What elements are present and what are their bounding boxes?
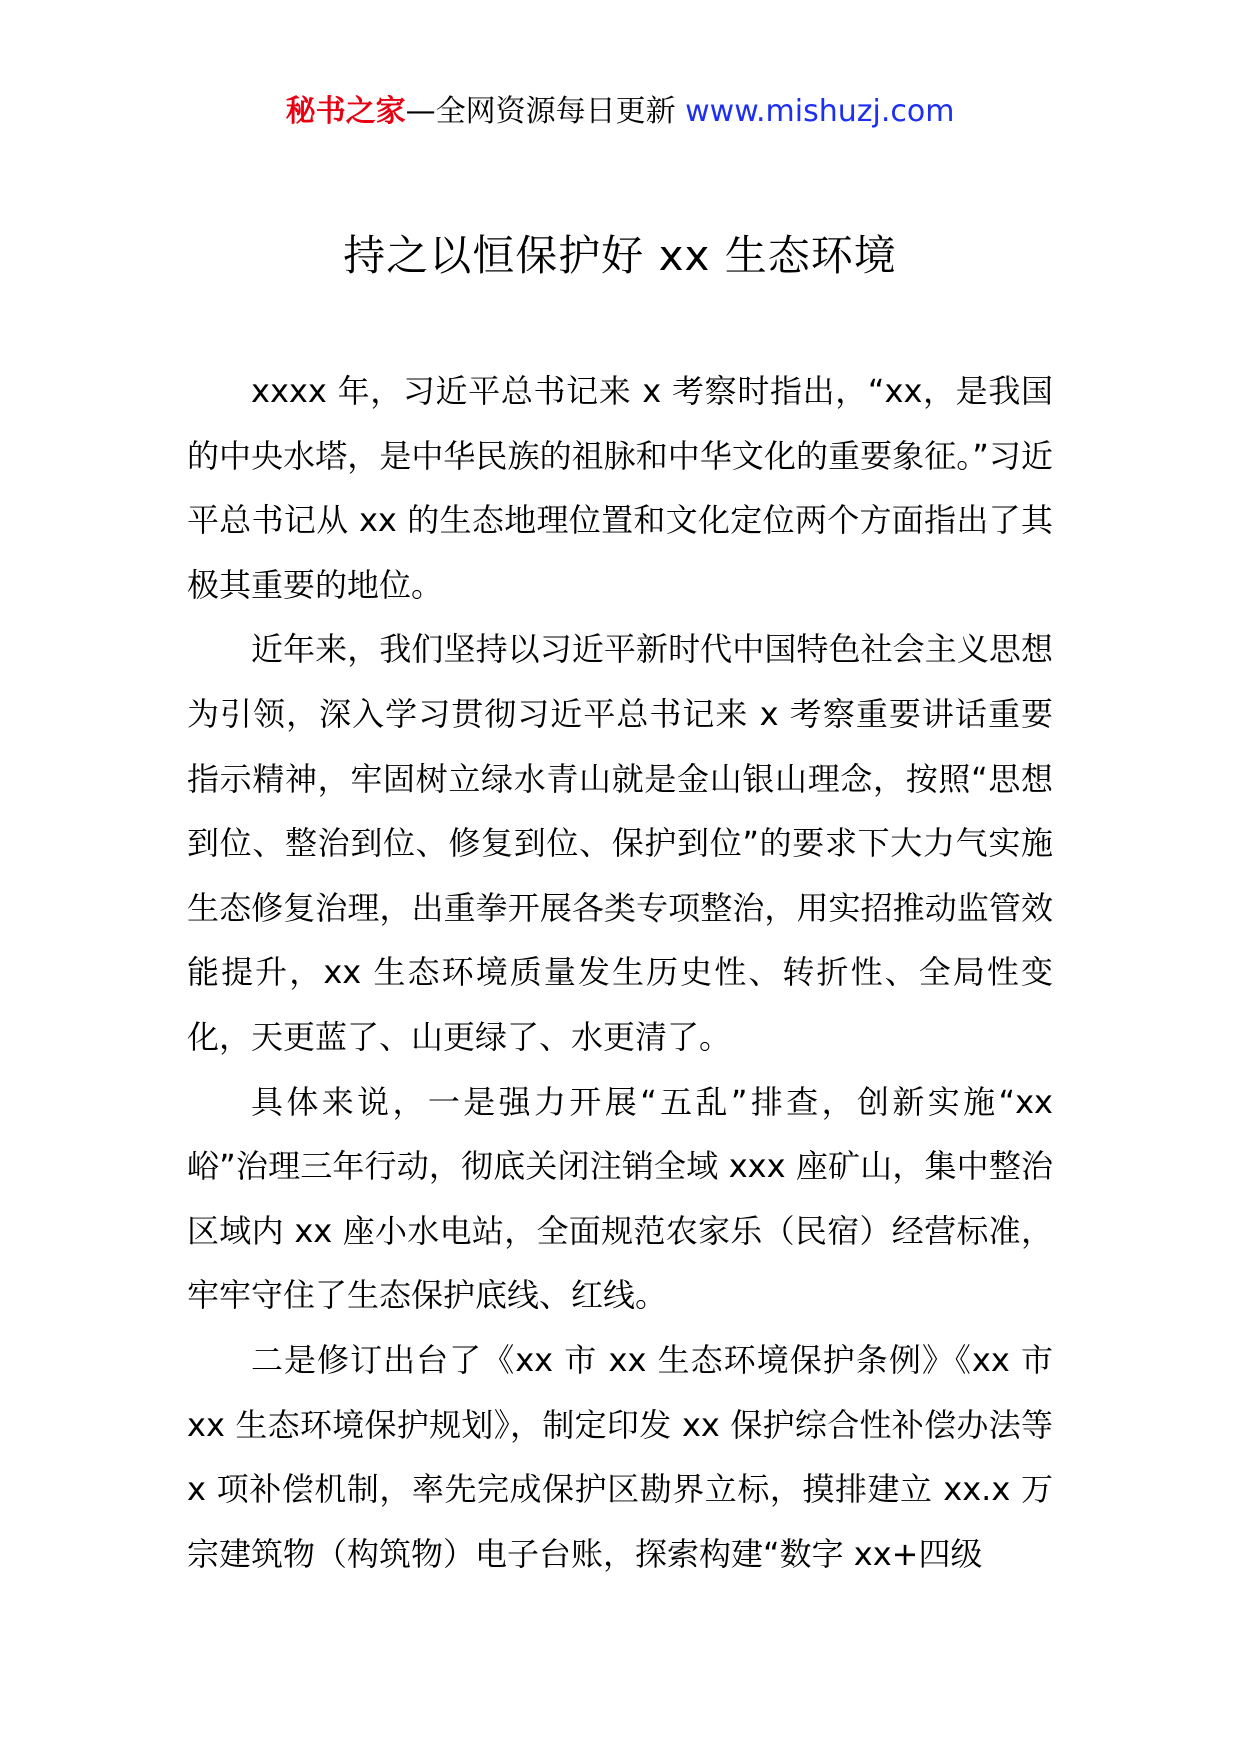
document-body xyxy=(187,359,1053,1586)
body-paragraph: 二是修订出台了《xx 市 xx 生态环境保护条例》《xx 市 xx 生态环境保护规划》，制定印发 xx 保护综合性补偿办法等 x 项补偿机制，率先完成保护区勘界立标，摸排建立 xx.x 万宗建筑物（构筑物）电子台账，探索构建“数字 xx+四级 xyxy=(187,1340,1053,1573)
site-tagline: —全网资源每日更新 xyxy=(405,94,686,129)
body-paragraph: xxxx 年，习近平总书记来 x 考察时指出，“xx，是我国的中央水塔，是中华民族的祖脉和中华文化的重要象征。”习近平总书记从 xx 的生态地理位置和文化定位两个方面指出了其极其重要的地位。 xyxy=(187,372,1053,604)
body-paragraph: 具体来说，一是强力开展“五乱”排查，创新实施“xx 峪”治理三年行动，彻底关闭注销全域 xxx 座矿山，集中整治区域内 xx 座小水电站，全面规范农家乐（民宿）经营标准，牢牢守住了生态保护底线、红线。 xyxy=(187,1082,1053,1315)
site-header xyxy=(0,92,1240,132)
site-url-link[interactable]: www.mishuzj.com xyxy=(685,94,955,129)
site-brand: 秘书之家 xyxy=(285,94,406,129)
body-paragraph: 近年来，我们坚持以习近平新时代中国特色社会主义思想为引领，深入学习贯彻习近平总书记来 x 考察重要讲话重要指示精神，牢固树立绿水青山就是金山银山理念，按照“思想到位、整治到位、修复到位、保护到位”的要求下大力气实施生态修复治理，出重拳开展各类专项整治，用实招推动监管效能提升，xx 生态环境质量发生历史性、转折性、全局性变化，天更蓝了、山更绿了、水更清了。 xyxy=(187,630,1053,1056)
document-title: 持之以恒保护好 xx 生态环境 xyxy=(343,231,897,280)
